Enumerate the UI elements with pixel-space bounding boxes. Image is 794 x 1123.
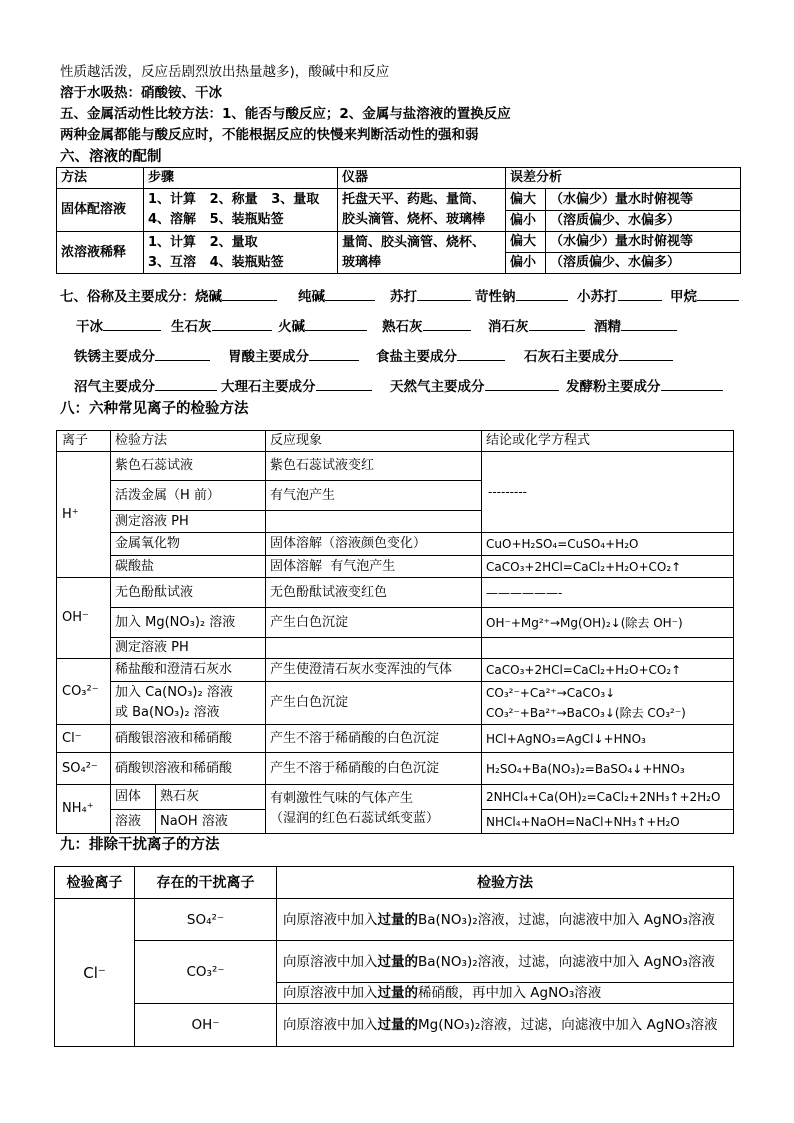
interfering-ion-cell: OH⁻ [135, 1004, 277, 1047]
answer-blank[interactable] [423, 316, 471, 331]
table-header-row [57, 431, 734, 452]
method-cell: 硝酸钡溶液和稀硝酸 [111, 753, 266, 785]
phenomenon-line: 有刺激性气味的气体产生 [270, 791, 414, 806]
header-conclusion: 结论或化学方程式 [482, 431, 734, 452]
method-cell: 测定溶液 PH [111, 511, 266, 533]
table-row [57, 189, 741, 211]
instruments-line: 玻璃棒 [342, 254, 382, 270]
method-text: 向原溶液中加入 [283, 911, 378, 928]
method-text: Mg(NO₃)₂溶液，过滤，向滤液中加入 AgNO₃溶液 [418, 1017, 718, 1033]
table-row [57, 682, 734, 725]
ion-cell: Cl⁻ [57, 725, 111, 753]
fill-item [577, 286, 662, 307]
conclusion-cell: 2NHCl₄+Ca(OH)₂=CaCl₂+2NH₃↑+2H₂O [482, 785, 734, 810]
method-cell [277, 941, 734, 983]
ion-cell: OH⁻ [57, 578, 111, 659]
phenomenon-cell: 产生不溶于稀硝酸的白色沉淀 [266, 725, 482, 753]
conclusion-cell: CaCO₃+2HCl=CaCl₂+H₂O+CO₂↑ [482, 659, 734, 682]
method-cell: 金属氧化物 [111, 533, 266, 556]
equation-line: CO₃²⁻+Ca²⁺→CaCO₃↓ [486, 686, 616, 700]
fill-label: 火碱 [278, 319, 305, 335]
fill-item [228, 346, 359, 367]
error-label: 偏大 [506, 189, 546, 211]
answer-blank[interactable] [618, 286, 662, 301]
equation-line: CO₃²⁻+Ba²⁺→BaCO₃↓(除去 CO₃²⁻) [486, 706, 686, 720]
method-cell: 碳酸盐 [111, 556, 266, 578]
error-text: （水偏少）量水时俯视等 [546, 189, 741, 211]
conclusion-cell: ——————- [482, 578, 734, 608]
fill-item [74, 376, 217, 397]
header-ion: 离子 [57, 431, 111, 452]
section-7-title: 七、俗称及主要成分： [60, 289, 195, 305]
answer-blank[interactable] [103, 316, 161, 331]
answer-blank[interactable] [305, 316, 367, 331]
answer-blank[interactable] [155, 376, 217, 391]
fill-label: 天然气主要成分 [390, 379, 485, 395]
header-method: 检验方法 [111, 431, 266, 452]
fill-label: 铁锈主要成分 [74, 349, 155, 365]
instruments-line: 量筒、胶头滴管、烧杯、 [342, 234, 486, 250]
fill-item [60, 286, 277, 307]
fill-item [390, 376, 559, 397]
table-row [57, 638, 734, 659]
answer-blank[interactable] [621, 316, 677, 331]
fill-item [74, 346, 210, 367]
state-cell: 溶液 [111, 810, 156, 834]
fill-label: 发酵粉主要成分 [566, 379, 661, 395]
fill-item [221, 376, 372, 397]
conclusion-cell: OH⁻+Mg²⁺→Mg(OH)₂↓(除去 OH⁻) [482, 608, 734, 638]
state-cell: 固体 [111, 785, 156, 810]
answer-blank[interactable] [516, 286, 568, 301]
common-names-line-2 [0, 316, 794, 336]
phenomenon-cell: 产生不溶于稀硝酸的白色沉淀 [266, 753, 482, 785]
fill-label: 石灰石主要成分 [524, 349, 619, 365]
fill-item [390, 286, 471, 307]
method-cell [277, 1004, 734, 1047]
fill-item [278, 316, 367, 337]
instruments-line: 托盘天平、药匙、量筒、 [342, 192, 486, 207]
header-test-ion: 检验离子 [55, 867, 135, 899]
method-cell: 紫色石蕊试液 [111, 452, 266, 481]
conclusion-cell [482, 682, 734, 725]
answer-blank[interactable] [417, 286, 471, 301]
fill-label: 生石灰 [171, 319, 212, 335]
answer-blank[interactable] [309, 346, 359, 361]
header-test-method: 检验方法 [277, 867, 734, 899]
fill-label: 食盐主要成分 [376, 349, 457, 365]
method-cell: 稀盐酸和澄清石灰水 [111, 659, 266, 682]
fill-item [670, 286, 739, 307]
method-cell: 固体配溶液 [57, 189, 144, 232]
error-label: 偏小 [506, 253, 546, 274]
table-row [57, 232, 741, 253]
section-6-title: 六、溶液的配制 [60, 149, 162, 165]
fill-label: 酒精 [594, 319, 621, 335]
fill-label: 小苏打 [577, 289, 618, 305]
method-text: 向原溶液中加入 [283, 985, 378, 1001]
steps-line: 1、计算 2、称量 3、量取 [148, 192, 320, 207]
reagent-cell: 熟石灰 [156, 785, 266, 810]
method-text: 稀硝酸，再中加入 AgNO₃溶液 [418, 985, 602, 1001]
table-row [57, 452, 734, 481]
conclusion-cell: CuO+H₂SO₄=CuSO₄+H₂O [482, 533, 734, 556]
conclusion-cell: HCl+AgNO₃=AgCl↓+HNO₃ [482, 725, 734, 753]
method-text: 向原溶液中加入 [283, 953, 378, 970]
common-names-line-3 [0, 346, 794, 366]
method-emphasis: 过量的 [377, 1017, 418, 1033]
steps-cell [144, 232, 338, 274]
table-row [57, 578, 734, 608]
ion-cell: NH₄⁺ [57, 785, 111, 834]
phenomenon-cell [266, 638, 482, 659]
ion-cell: SO₄²⁻ [57, 753, 111, 785]
answer-blank[interactable] [316, 376, 372, 391]
fill-label: 熟石灰 [382, 319, 423, 335]
phenomenon-cell [266, 785, 482, 834]
ion-test-table [56, 430, 734, 834]
answer-blank[interactable] [155, 346, 210, 361]
method-cell [277, 983, 734, 1004]
interfering-ion-cell: CO₃²⁻ [135, 941, 277, 1004]
intro-line-4: 两种金属都能与酸反应时，不能根据反应的快慢来判断活动性的强和弱 [60, 127, 479, 143]
header-interfering-ion: 存在的干扰离子 [135, 867, 277, 899]
fill-label: 甲烷 [670, 289, 697, 305]
method-text: Ba(NO₃)₂溶液，过滤，向滤液中加入 AgNO₃溶液 [418, 911, 715, 928]
answer-blank[interactable] [457, 346, 505, 361]
table-row [57, 533, 734, 556]
conclusion-cell: CaCO₃+2HCl=CaCl₂+H₂O+CO₂↑ [482, 556, 734, 578]
conclusion-cell: H₂SO₄+Ba(NO₃)₂=BaSO₄↓+HNO₃ [482, 753, 734, 785]
fill-label: 烧碱 [195, 289, 222, 305]
phenomenon-cell: 产生使澄清石灰水变浑浊的气体 [266, 659, 482, 682]
error-label: 偏小 [506, 211, 546, 232]
steps-line: 1、计算 2、量取 [148, 234, 258, 250]
header-error-analysis: 误差分析 [506, 168, 741, 189]
method-cell: 无色酚酞试液 [111, 578, 266, 608]
fill-label: 苏打 [390, 289, 417, 305]
phenomenon-cell: 紫色石蕊试液变红 [266, 452, 482, 481]
header-method: 方法 [57, 168, 144, 189]
phenomenon-cell [266, 511, 482, 533]
table-header-row [57, 168, 741, 189]
intro-line-3: 五、金属活动性比较方法：1、能否与酸反应；2、金属与盐溶液的置换反应 [60, 106, 511, 122]
header-steps: 步骤 [144, 168, 338, 189]
fill-item [376, 346, 505, 367]
method-text: Ba(NO₃)₂溶液，过滤，向滤液中加入 AgNO₃溶液 [418, 953, 715, 970]
method-line: 或 Ba(NO₃)₂ 溶液 [115, 705, 220, 720]
phenomenon-cell: 产生白色沉淀 [266, 608, 482, 638]
table-row [57, 608, 734, 638]
table-row [57, 785, 734, 810]
error-text: （溶质偏少、水偏多） [546, 211, 741, 232]
phenomenon-cell: 产生白色沉淀 [266, 682, 482, 725]
answer-blank[interactable] [212, 316, 272, 331]
conclusion-cell: NHCl₄+NaOH=NaCl+NH₃↑+H₂O [482, 810, 734, 834]
fill-item [594, 316, 677, 337]
answer-blank[interactable] [661, 376, 723, 391]
fill-label: 干冰 [76, 319, 103, 335]
method-line: 加入 Ca(NO₃)₂ 溶液 [115, 685, 233, 700]
conclusion-cell: --------- [482, 452, 734, 533]
answer-blank[interactable] [222, 286, 277, 301]
interfering-ion-cell: SO₄²⁻ [135, 899, 277, 941]
instruments-cell [338, 232, 506, 274]
ion-cell: CO₃²⁻ [57, 659, 111, 725]
instruments-cell [338, 189, 506, 232]
phenomenon-cell: 固体溶解（溶液颜色变化） [266, 533, 482, 556]
fill-item [566, 376, 723, 397]
method-cell: 测定溶液 PH [111, 638, 266, 659]
header-instruments: 仪器 [338, 168, 506, 189]
fill-item [488, 316, 585, 337]
fill-item [298, 286, 375, 307]
fill-item [382, 316, 471, 337]
fill-item [524, 346, 673, 367]
table-row [57, 753, 734, 785]
section-8-title: 八：六种常见离子的检验方法 [60, 401, 249, 417]
table-row [55, 899, 734, 941]
error-text: （水偏少）量水时俯视等 [546, 232, 741, 253]
section-9-title: 九：排除干扰离子的方法 [60, 837, 220, 853]
table-row [57, 659, 734, 682]
table-header-row [55, 867, 734, 899]
error-text: （溶质偏少、水偏多） [546, 253, 741, 274]
fill-label: 消石灰 [488, 319, 529, 335]
header-phenomenon: 反应现象 [266, 431, 482, 452]
interference-table [54, 866, 734, 1047]
steps-cell [144, 189, 338, 232]
table-row [55, 1004, 734, 1047]
error-label: 偏大 [506, 232, 546, 253]
answer-blank[interactable] [325, 286, 375, 301]
answer-blank[interactable] [529, 316, 585, 331]
intro-line-2: 溶于水吸热：硝酸铵、干冰 [60, 85, 222, 101]
answer-blank[interactable] [619, 346, 673, 361]
method-cell [111, 682, 266, 725]
common-names-line-1 [0, 286, 794, 306]
method-cell: 硝酸银溶液和稀硝酸 [111, 725, 266, 753]
method-cell: 浓溶液稀释 [57, 232, 144, 274]
test-ion-cell: Cl⁻ [55, 899, 135, 1047]
fill-label: 大理石主要成分 [221, 379, 316, 395]
phenomenon-cell: 有气泡产生 [266, 481, 482, 511]
common-names-line-4 [0, 376, 794, 396]
fill-label: 沼气主要成分 [74, 379, 155, 395]
table-row [57, 556, 734, 578]
fill-label: 胃酸主要成分 [228, 349, 309, 365]
steps-line: 4、溶解 5、装瓶贴签 [148, 212, 284, 227]
method-emphasis: 过量的 [377, 985, 418, 1001]
fill-item [76, 316, 161, 337]
fill-item [475, 286, 568, 307]
ion-cell: H⁺ [57, 452, 111, 578]
table-row [55, 941, 734, 983]
phenomenon-cell: 无色酚酞试液变红色 [266, 578, 482, 608]
table-row [57, 725, 734, 753]
phenomenon-cell: 固体溶解 有气泡产生 [266, 556, 482, 578]
intro-line-1: 性质越活泼，反应岳剧烈放出热量越多)，酸碱中和反应 [60, 64, 390, 80]
solution-prep-table [56, 167, 741, 274]
steps-line: 3、互溶 4、装瓶贴签 [148, 254, 284, 270]
fill-label: 纯碱 [298, 289, 325, 305]
reagent-cell: NaOH 溶液 [156, 810, 266, 834]
answer-blank[interactable] [697, 286, 739, 301]
phenomenon-line: （湿润的红色石蕊试纸变蓝） [270, 811, 440, 826]
method-emphasis: 过量的 [377, 911, 418, 928]
method-emphasis: 过量的 [377, 953, 418, 970]
instruments-line: 胶头滴管、烧杯、玻璃棒 [342, 212, 486, 227]
method-text: 向原溶液中加入 [283, 1017, 378, 1033]
method-cell: 加入 Mg(NO₃)₂ 溶液 [111, 608, 266, 638]
method-cell [277, 899, 734, 941]
method-cell: 活泼金属（H 前） [111, 481, 266, 511]
fill-item [171, 316, 272, 337]
answer-blank[interactable] [485, 376, 559, 391]
fill-label: 苛性钠 [475, 289, 516, 305]
conclusion-cell [482, 638, 734, 659]
